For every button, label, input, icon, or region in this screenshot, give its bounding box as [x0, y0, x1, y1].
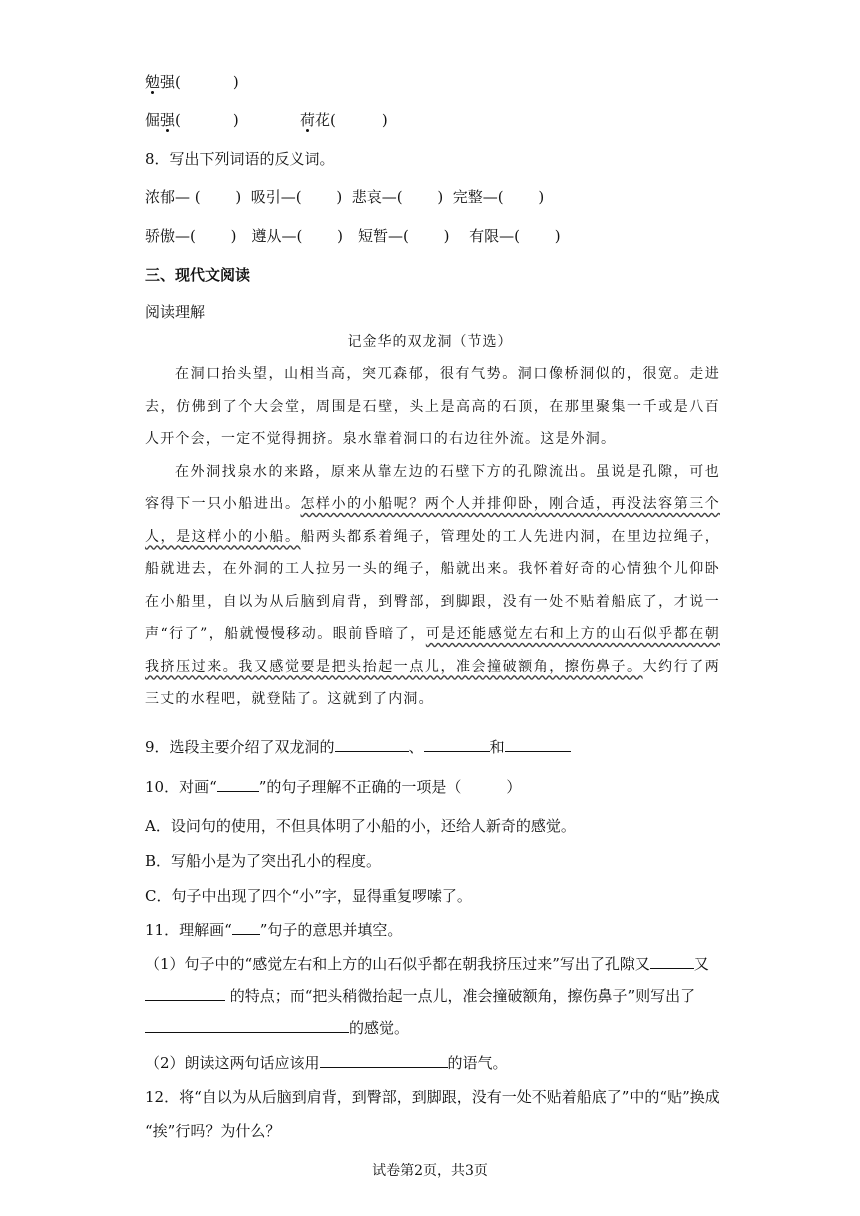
vocab-word-mianqiang: 勉强( [145, 73, 181, 91]
q10-option-b[interactable]: B．写船小是为了突出孔小的程度。 [145, 852, 382, 870]
wavy-underlined-sentence: 怎样小的小船呢？两个人并排仰卧，刚合适，再没法容第三个人，是这样小的小船。 [145, 496, 720, 545]
section-subheading: 阅读理解 [145, 303, 206, 321]
answer-blank[interactable] [505, 737, 571, 752]
passage [145, 358, 720, 716]
q11-sub-1-line-1: （1）句子中的“感觉左右和上方的山石似乎都在朝我挤压过来”写出了孔隙又 又 [145, 955, 709, 973]
underlined-sentence: 可是还能感觉左右和上方的山石似乎都在朝我挤压过来。我又感觉要是把头抬起一点儿，准会撞破额角，擦伤鼻子。 [145, 626, 720, 675]
answer-blank[interactable] [320, 1053, 448, 1068]
underline-sample [217, 777, 259, 792]
q9: 9．选段主要介绍了双龙洞的 、 和 [145, 737, 571, 757]
passage-title: 记金华的双龙洞（节选） [347, 334, 513, 350]
q11-sub-1-line-3: 的感觉。 [145, 1018, 409, 1038]
vocab-row-2: 倔强( ) [145, 111, 239, 129]
q11-sub-2: （2）朗读这两句话应该用 的语气。 [145, 1054, 508, 1072]
vocab-word-juejiang: 倔强( [145, 111, 181, 129]
underline-sample [232, 920, 260, 935]
vocab-word-hehua: 荷花( [300, 111, 336, 129]
passage-paragraph-1: 在洞口抬头望，山相当高，突兀森郁，很有气势。洞口像桥洞似的，很宽。走进去，仿佛到了个大会堂，周围是石壁，头上是高高的石顶，在那里聚集一千或是八百人开个会，一定不觉得拥挤。泉水靠着洞口的右边往外流。这是外洞。 [145, 366, 720, 447]
q8-stem: 8．写出下列词语的反义词。 [145, 150, 335, 168]
q11-stem: 11．理解画“ ”句子的意思并填空。 [145, 921, 403, 939]
q10-option-c[interactable]: C．句子中出现了四个“小”字，显得重复啰嗦了。 [145, 887, 472, 905]
q12-line-1: 12．将“自以为从后脑到肩背，到臀部，到脚跟，没有一处不贴着船底了”中的“贴”换成 [145, 1088, 720, 1106]
section-heading: 三、现代文阅读 [145, 266, 251, 284]
q10-option-a[interactable]: A．设问句的使用，不但具体明了小船的小，还给人新奇的感觉。 [145, 817, 576, 835]
q8-row-1: 浓郁— ( ) 吸引—( ) 悲哀—( ) 完整—( ) [145, 188, 545, 206]
answer-blank[interactable] [335, 737, 409, 752]
q10-stem: 10．对画“ ”的句子理解不正确的一项是（ ） [145, 778, 522, 796]
q12-line-2: “挨”行吗？为什么？ [145, 1122, 281, 1140]
q11-sub-1-line-2: 的特点；而“把头稍微抬起一点儿，准会撞破额角，擦伤鼻子”则写出了 [145, 986, 695, 1006]
passage-paragraph-2: 在外洞找泉水的来路，原来从靠左边的石壁下方的孔隙流出。虽说是孔隙，可也容得下一只小船进出。怎样小的小船呢？两个人并排仰卧，刚合适，再没法容第三个人，是这样小的小船。船两头都系着绳子，管理处的工人先进内洞，在里边拉绳子，船就进去，在外洞的工人拉另一头的绳子，船就出来。我怀着好奇的心情独个儿仰卧在小船里，自以为从后脑到肩背，到臀部，到脚跟，没有一处不贴着船底了，才说一声“行了”，船就慢慢移动。眼前昏暗了，可是还能感觉左右和上方的山石似乎都在朝我挤压过来。我又感觉要是把头抬起一点儿，准会撞破额角，擦伤鼻子。大约行了两三丈的水程吧，就登陆了。这就到了内洞。 [145, 463, 720, 707]
answer-blank[interactable] [145, 986, 225, 1001]
q8-row-2: 骄傲—( ) 遵从—( ) 短暂—( ) 有限—( ) [145, 227, 561, 245]
page-footer: 试卷第2页，共3页 [372, 1163, 488, 1179]
vocab-row-2b: 荷花( ) [300, 111, 388, 129]
answer-blank[interactable] [650, 954, 694, 969]
vocab-row-1: 勉强( ) [145, 73, 239, 91]
answer-blank[interactable] [424, 737, 490, 752]
answer-blank[interactable] [145, 1018, 349, 1033]
